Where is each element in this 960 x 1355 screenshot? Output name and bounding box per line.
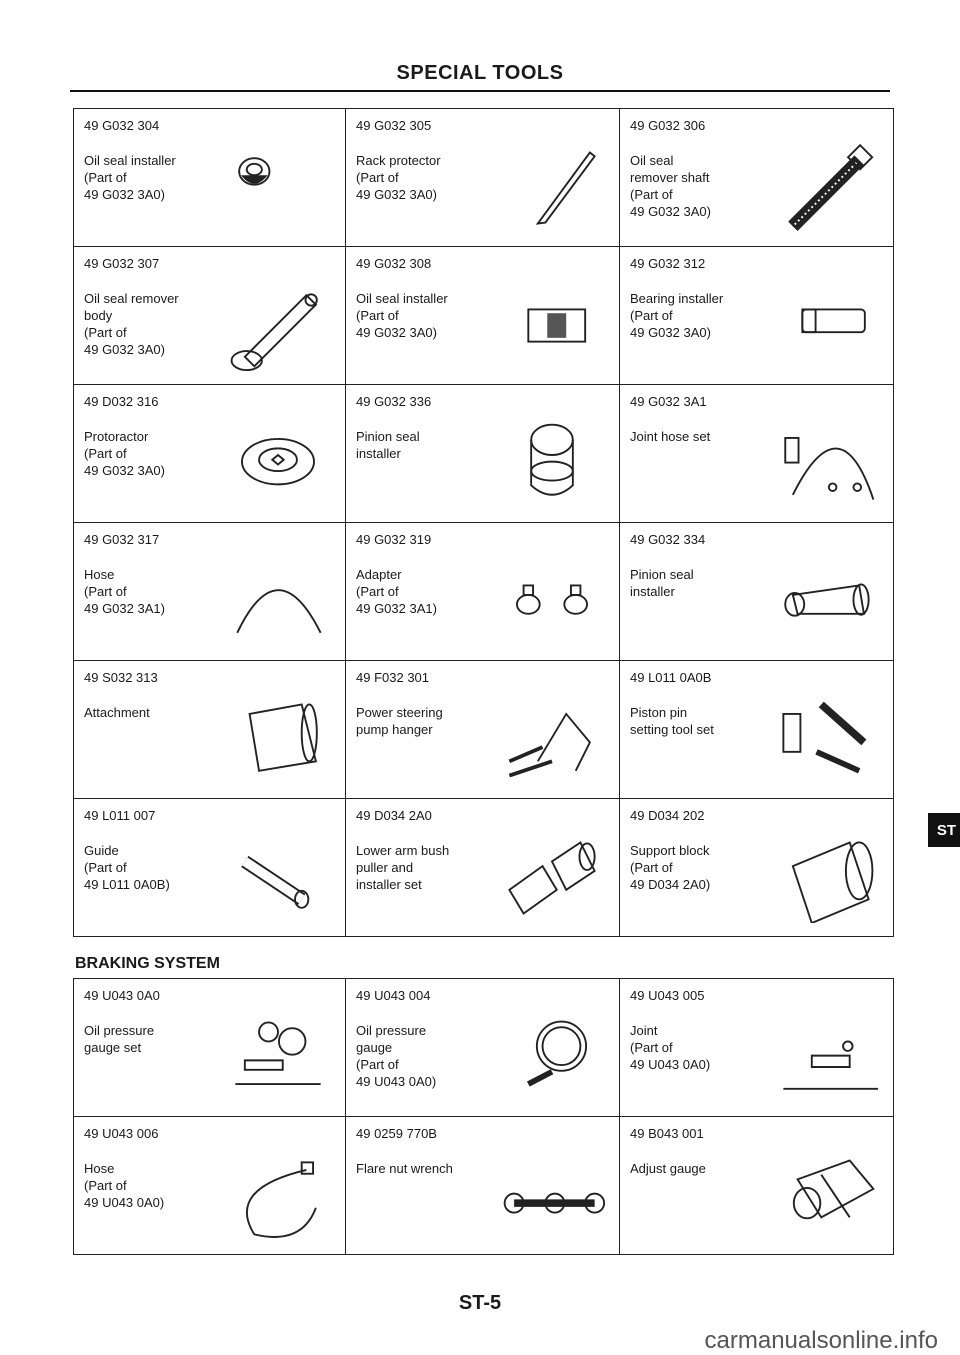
- tool-description: Protoractor (Part of 49 G032 3A0): [84, 429, 165, 478]
- part-number: 49 G032 319: [356, 532, 432, 547]
- tool-description: Flare nut wrench: [356, 1161, 453, 1176]
- page-number: ST-5: [458, 1292, 502, 1314]
- hose-icon: [223, 557, 333, 647]
- part-number: 49 L011 007: [84, 808, 156, 823]
- threaded-shaft-icon: [771, 143, 881, 233]
- support-block-icon: [771, 833, 881, 923]
- part-number: 49 D032 316: [84, 394, 159, 409]
- tool-cell: [74, 979, 346, 1117]
- tool-cell: [346, 523, 620, 661]
- tool-description: Guide (Part of 49 L011 0A0B): [84, 843, 170, 892]
- part-number: 49 U043 005: [630, 988, 705, 1003]
- part-number: 49 G032 336: [356, 394, 432, 409]
- tool-cell: [346, 1117, 620, 1255]
- tool-description: Bearing installer (Part of 49 G032 3A0): [630, 291, 724, 340]
- tool-cell: [620, 1117, 894, 1255]
- tool-description: Oil seal remover shaft (Part of 49 G032 3A0): [630, 153, 711, 219]
- attachment-icon: [223, 695, 333, 785]
- tool-cell: [620, 247, 894, 385]
- tool-cell: [620, 979, 894, 1117]
- page-title: SPECIAL TOOLS: [396, 62, 564, 84]
- tool-cell: [620, 523, 894, 661]
- tool-cell: [74, 109, 346, 247]
- tool-description: Piston pin setting tool set: [630, 705, 714, 737]
- pump-hanger-icon: [497, 695, 607, 785]
- part-number: 49 L011 0A0B: [630, 670, 712, 685]
- tool-description: Oil seal remover body (Part of 49 G032 3A0): [84, 291, 179, 357]
- braking-system-heading: BRAKING SYSTEM: [75, 955, 220, 972]
- part-number: 49 U043 0A0: [84, 988, 160, 1003]
- tool-description: Support block (Part of 49 D034 2A0): [630, 843, 711, 892]
- tool-cell: [74, 247, 346, 385]
- tool-description: Oil pressure gauge (Part of 49 U043 0A0): [356, 1023, 437, 1089]
- tool-description: Adapter (Part of 49 G032 3A1): [356, 567, 437, 616]
- tool-description: Hose (Part of 49 G032 3A1): [84, 567, 165, 616]
- tool-cell: [74, 385, 346, 523]
- tool-description: Pinion seal installer: [630, 567, 694, 599]
- adapter-icon: [497, 557, 607, 647]
- tool-description: Oil seal installer (Part of 49 G032 3A0): [84, 153, 176, 202]
- part-number: 49 G032 304: [84, 118, 160, 133]
- bush-puller-icon: [497, 833, 607, 923]
- tool-description: Hose (Part of 49 U043 0A0): [84, 1161, 165, 1210]
- part-number: 49 G032 308: [356, 256, 432, 271]
- part-number: 49 G032 307: [84, 256, 160, 271]
- tool-cell: [620, 661, 894, 799]
- part-number: 49 S032 313: [84, 670, 158, 685]
- tool-cell: [620, 385, 894, 523]
- flare-nut-wrench-icon: [497, 1151, 607, 1241]
- part-number: 49 0259 770B: [356, 1126, 437, 1141]
- pinion-installer-icon: [771, 557, 881, 647]
- tool-cell: [346, 385, 620, 523]
- sleeve-installer-icon: [497, 281, 607, 371]
- joint-icon: [771, 1013, 881, 1103]
- piston-pin-tool-set-icon: [771, 695, 881, 785]
- tool-description: Lower arm bush puller and installer set: [356, 843, 450, 892]
- part-number: 49 G032 305: [356, 118, 432, 133]
- watermark: carmanualsonline.info: [704, 1327, 938, 1354]
- tool-description: Power steering pump hanger: [356, 705, 443, 737]
- tool-description: Oil seal installer (Part of 49 G032 3A0): [356, 291, 448, 340]
- braking-tools-table: [73, 978, 894, 1255]
- part-number: 49 U043 004: [356, 988, 431, 1003]
- seal-installer-icon: [223, 143, 333, 233]
- tool-description: Rack protector (Part of 49 G032 3A0): [356, 153, 441, 202]
- gauge-set-icon: [223, 1013, 333, 1103]
- tool-description: Attachment: [84, 705, 150, 720]
- special-tools-table: [73, 108, 894, 937]
- part-number: 49 G032 312: [630, 256, 706, 271]
- protractor-icon: [223, 419, 333, 509]
- joint-hose-set-icon: [771, 419, 881, 509]
- tool-cell: [346, 661, 620, 799]
- tool-description: Adjust gauge: [630, 1161, 706, 1176]
- part-number: 49 B043 001: [630, 1126, 704, 1141]
- tool-cell: [74, 661, 346, 799]
- tool-cell: [74, 523, 346, 661]
- remover-body-icon: [223, 281, 333, 371]
- tool-description: Joint hose set: [630, 429, 711, 444]
- part-number: 49 G032 317: [84, 532, 160, 547]
- tool-description: Joint (Part of 49 U043 0A0): [630, 1023, 711, 1072]
- section-tab: ST: [928, 813, 960, 847]
- tool-cell: [346, 109, 620, 247]
- tool-cell: [74, 799, 346, 937]
- tool-cell: [74, 1117, 346, 1255]
- tool-cell: [620, 799, 894, 937]
- tool-description: Oil pressure gauge set: [84, 1023, 155, 1055]
- part-number: 49 U043 006: [84, 1126, 159, 1141]
- part-number: 49 D034 202: [630, 808, 705, 823]
- bearing-installer-icon: [771, 281, 881, 371]
- tool-description: Pinion seal installer: [356, 429, 420, 461]
- tool-cell: [346, 799, 620, 937]
- part-number: 49 D034 2A0: [356, 808, 432, 823]
- rack-protector-icon: [497, 143, 607, 233]
- tool-cell: [346, 247, 620, 385]
- brake-hose-icon: [223, 1151, 333, 1241]
- tool-cell: [620, 109, 894, 247]
- pinion-seal-installer-icon: [497, 419, 607, 509]
- guide-icon: [223, 833, 333, 923]
- title-rule: [70, 90, 890, 92]
- tool-cell: [346, 979, 620, 1117]
- adjust-gauge-icon: [771, 1151, 881, 1241]
- part-number: 49 F032 301: [356, 670, 430, 685]
- part-number: 49 G032 306: [630, 118, 706, 133]
- pressure-gauge-icon: [497, 1013, 607, 1103]
- part-number: 49 G032 334: [630, 532, 706, 547]
- part-number: 49 G032 3A1: [630, 394, 707, 409]
